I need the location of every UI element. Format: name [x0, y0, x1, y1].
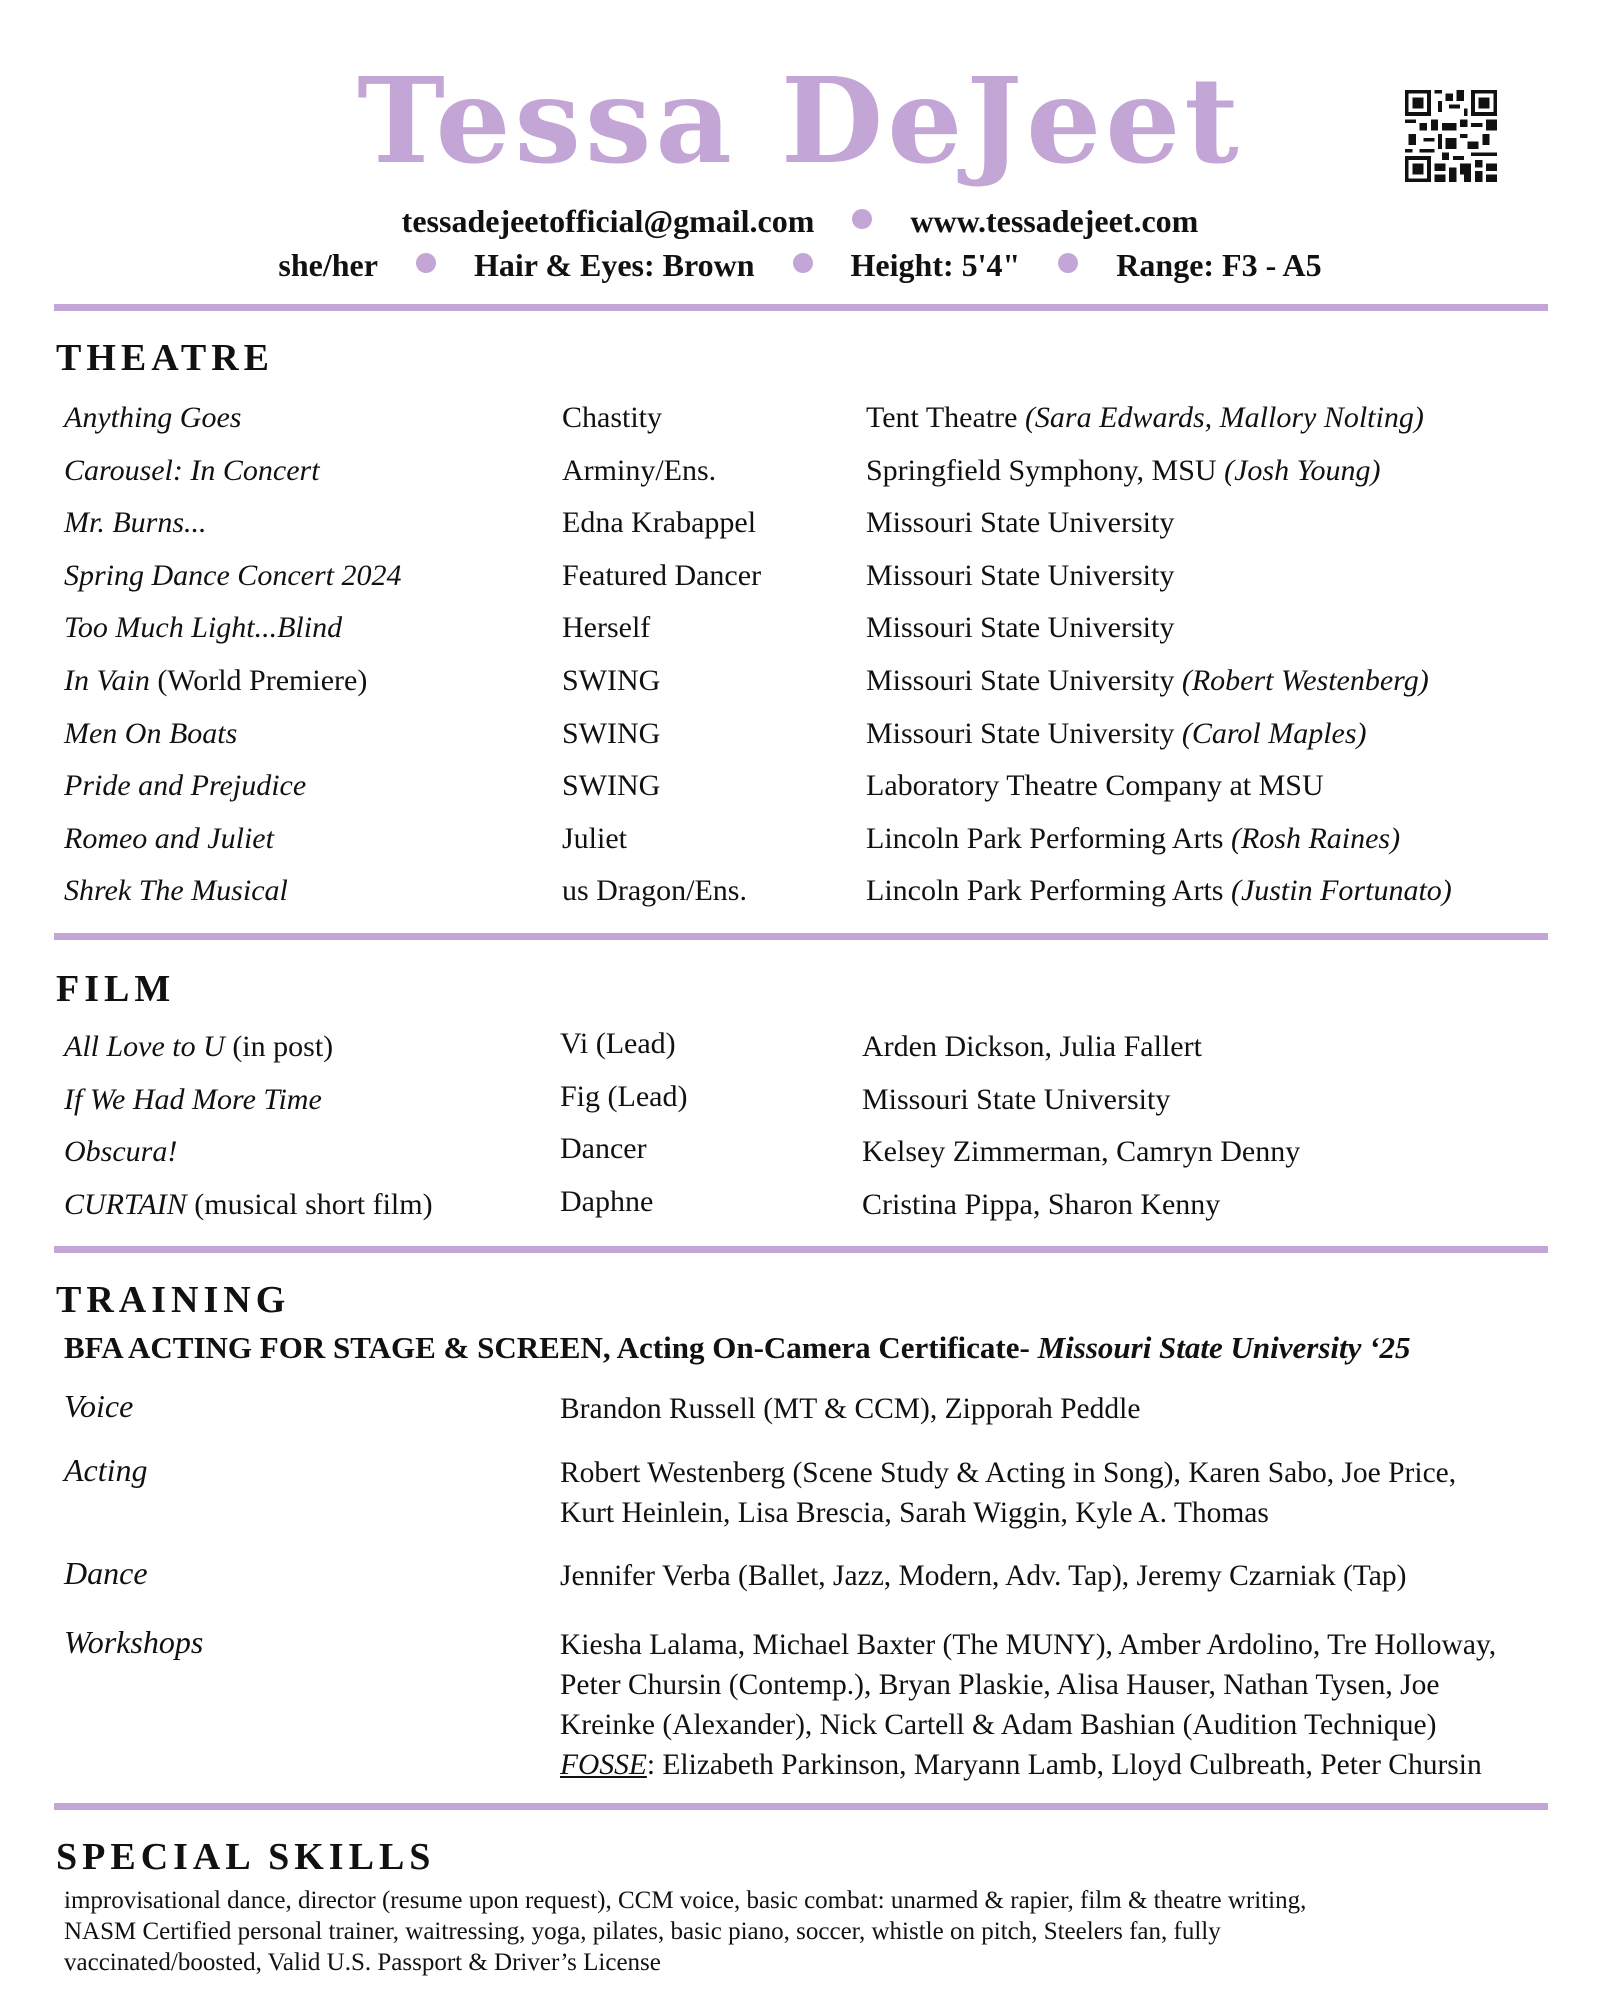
- film-note: (in post): [224, 1030, 334, 1063]
- company-name: Springfield Symphony, MSU: [866, 453, 1225, 487]
- company-name: Missouri State University: [866, 506, 1175, 540]
- bullet-dot-icon: [793, 253, 813, 273]
- show-title: Carousel: In Concert: [64, 453, 320, 487]
- section-divider: [54, 304, 1548, 311]
- theatre-role: SWING: [562, 716, 661, 750]
- fosse-teachers: : Elizabeth Parkinson, Maryann Lamb, Lloyd Culbreath, Peter Chursin: [646, 1749, 1482, 1781]
- bullet-dot-icon: [416, 253, 436, 273]
- website-link[interactable]: www.tessadejeet.com: [910, 203, 1199, 239]
- director-name: (Josh Young): [1224, 453, 1381, 487]
- theatre-company: [866, 403, 1424, 433]
- workshop-line: Peter Chursin (Contemp.), Bryan Plaskie, Alisa Hauser, Nathan Tysen, Joe: [560, 1669, 1440, 1701]
- theatre-company: [866, 453, 1381, 487]
- section-divider: [54, 1803, 1548, 1810]
- film-name: All Love to U: [64, 1030, 225, 1063]
- film-name: If We Had More Time: [64, 1082, 322, 1116]
- film-director: Arden Dickson, Julia Fallert: [862, 1030, 1202, 1063]
- skills-list: [64, 1885, 1554, 1978]
- vocal-range: Range: F3 - A5: [1116, 247, 1322, 283]
- workshop-line: [560, 1745, 1560, 1785]
- film-name: Obscura!: [64, 1135, 178, 1169]
- degree-school: Missouri State University ‘25: [1037, 1330, 1411, 1365]
- film-role: Dancer: [560, 1132, 647, 1166]
- director-name: (Justin Fortunato): [1230, 874, 1452, 908]
- theatre-show: [64, 876, 288, 906]
- theatre-show: [64, 666, 367, 696]
- skills-line: vaccinated/boosted, Valid U.S. Passport & Driver’s License: [64, 1949, 661, 1976]
- theatre-role: us Dragon/Ens.: [562, 874, 747, 908]
- skills-heading: SPECIAL SKILLS: [56, 1836, 436, 1878]
- workshop-line: Kreinke (Alexander), Nick Cartell & Adam Bashian (Audition Technique): [560, 1709, 1437, 1741]
- film-director: Kelsey Zimmerman, Camryn Denny: [862, 1135, 1301, 1169]
- show-title: Romeo and Juliet: [64, 821, 274, 855]
- director-name: (Carol Maples): [1181, 716, 1367, 750]
- training-heading: TRAINING: [56, 1279, 291, 1321]
- training-workshop-teachers: [560, 1625, 1560, 1785]
- training-acting-teachers: [560, 1453, 1560, 1533]
- theatre-role: SWING: [562, 664, 661, 697]
- training-label-dance: Dance: [64, 1555, 148, 1591]
- show-title: Shrek The Musical: [64, 874, 288, 908]
- stats-row: [0, 249, 1600, 281]
- theatre-company: [866, 613, 1174, 643]
- film-director: Cristina Pippa, Sharon Kenny: [862, 1187, 1221, 1221]
- training-label-workshops: Workshops: [64, 1624, 204, 1660]
- film-title: [64, 1137, 177, 1167]
- theatre-role: Juliet: [562, 821, 627, 855]
- show-title: Anything Goes: [64, 401, 242, 434]
- theatre-role: Herself: [562, 611, 651, 645]
- training-dance-teachers: Jennifer Verba (Ballet, Jazz, Modern, Adv. Tap), Jeremy Czarniak (Tap): [560, 1560, 1407, 1592]
- acting-line: Robert Westenberg (Scene Study & Acting in Song), Karen Sabo, Joe Price,: [560, 1457, 1457, 1489]
- contact-row: [0, 205, 1600, 237]
- company-name: Missouri State University: [866, 664, 1182, 697]
- theatre-role: Edna Krabappel: [562, 506, 757, 540]
- film-role: Daphne: [560, 1184, 654, 1218]
- fosse-label: FOSSE: [560, 1749, 647, 1781]
- film-name: CURTAIN: [64, 1187, 187, 1221]
- theatre-company: [866, 508, 1174, 538]
- company-name: Missouri State University: [866, 716, 1182, 750]
- company-name: Lincoln Park Performing Arts: [866, 821, 1231, 855]
- film-role: Vi (Lead): [560, 1027, 676, 1060]
- qr-code-icon[interactable]: [1405, 90, 1497, 182]
- section-divider: [54, 933, 1548, 940]
- degree-title: BFA ACTING FOR STAGE & SCREEN, Acting On-Camera Certificate-: [64, 1330, 1038, 1365]
- company-name: Missouri State University: [866, 611, 1175, 645]
- director-name: (Sara Edwards, Mallory Nolting): [1024, 401, 1424, 434]
- show-title: Too Much Light...Blind: [64, 611, 343, 645]
- theatre-company: [866, 716, 1367, 750]
- theatre-role: Featured Dancer: [562, 558, 762, 592]
- height: Height: 5'4": [850, 247, 1021, 283]
- pronouns: she/her: [278, 247, 378, 283]
- workshop-line: Kiesha Lalama, Michael Baxter (The MUNY), Amber Ardolino, Tre Holloway,: [560, 1629, 1497, 1661]
- theatre-role: Chastity: [562, 401, 663, 434]
- theatre-heading: THEATRE: [56, 337, 275, 379]
- film-heading: FILM: [56, 968, 176, 1010]
- performer-name: Tessa DeJeet: [357, 51, 1243, 190]
- email-link[interactable]: tessadejeetofficial@gmail.com: [401, 203, 815, 239]
- skills-line: improvisational dance, director (resume upon request), CCM voice, basic combat: unarmed & rapier, film & theatre writing,: [64, 1887, 1307, 1914]
- section-divider: [54, 1246, 1548, 1253]
- theatre-company: [866, 821, 1401, 855]
- theatre-show: [64, 453, 320, 487]
- theatre-company: [866, 558, 1175, 592]
- theatre-company: [866, 666, 1429, 696]
- theatre-show: [64, 613, 342, 643]
- director-name: (Rosh Raines): [1230, 821, 1401, 855]
- training-label-voice: Voice: [64, 1388, 134, 1424]
- training-voice-teachers: Brandon Russell (MT & CCM), Zipporah Peddle: [560, 1393, 1141, 1425]
- film-role: Fig (Lead): [560, 1079, 688, 1113]
- theatre-show: [64, 508, 207, 538]
- film-title: [64, 1187, 433, 1221]
- hair-eyes: Hair & Eyes: Brown: [473, 247, 755, 283]
- training-label-acting: Acting: [64, 1452, 148, 1488]
- theatre-company: [866, 876, 1452, 906]
- theatre-show: [64, 403, 241, 433]
- theatre-role: Arminy/Ens.: [562, 453, 717, 487]
- show-title: Mr. Burns...: [64, 506, 207, 540]
- bullet-dot-icon: [852, 209, 872, 229]
- film-director: Missouri State University: [862, 1082, 1171, 1116]
- theatre-show: [64, 716, 238, 750]
- bullet-dot-icon: [1058, 253, 1078, 273]
- show-title: Pride and Prejudice: [64, 769, 307, 803]
- show-note: (World Premiere): [149, 664, 368, 697]
- company-name: Tent Theatre: [866, 401, 1025, 434]
- theatre-show: [64, 771, 306, 801]
- acting-line: Kurt Heinlein, Lisa Brescia, Sarah Wiggin, Kyle A. Thomas: [560, 1497, 1269, 1529]
- company-name: Lincoln Park Performing Arts: [866, 874, 1231, 908]
- theatre-role: SWING: [562, 769, 661, 803]
- film-note: (musical short film): [186, 1187, 433, 1221]
- degree-line: [64, 1332, 1410, 1363]
- show-title: Men On Boats: [64, 716, 238, 750]
- director-name: (Robert Westenberg): [1181, 664, 1429, 697]
- company-name: Laboratory Theatre Company at MSU: [866, 769, 1324, 803]
- show-title: In Vain: [64, 664, 150, 697]
- film-title: [64, 1032, 333, 1062]
- theatre-show: [64, 558, 402, 592]
- theatre-company: [866, 771, 1324, 801]
- theatre-show: [64, 821, 274, 855]
- show-title: Spring Dance Concert 2024: [64, 558, 402, 592]
- company-name: Missouri State University: [866, 558, 1175, 592]
- skills-line: NASM Certified personal trainer, waitressing, yoga, pilates, basic piano, soccer, whistle on pitch, Steelers fan, fully: [64, 1918, 1221, 1945]
- film-title: [64, 1082, 322, 1116]
